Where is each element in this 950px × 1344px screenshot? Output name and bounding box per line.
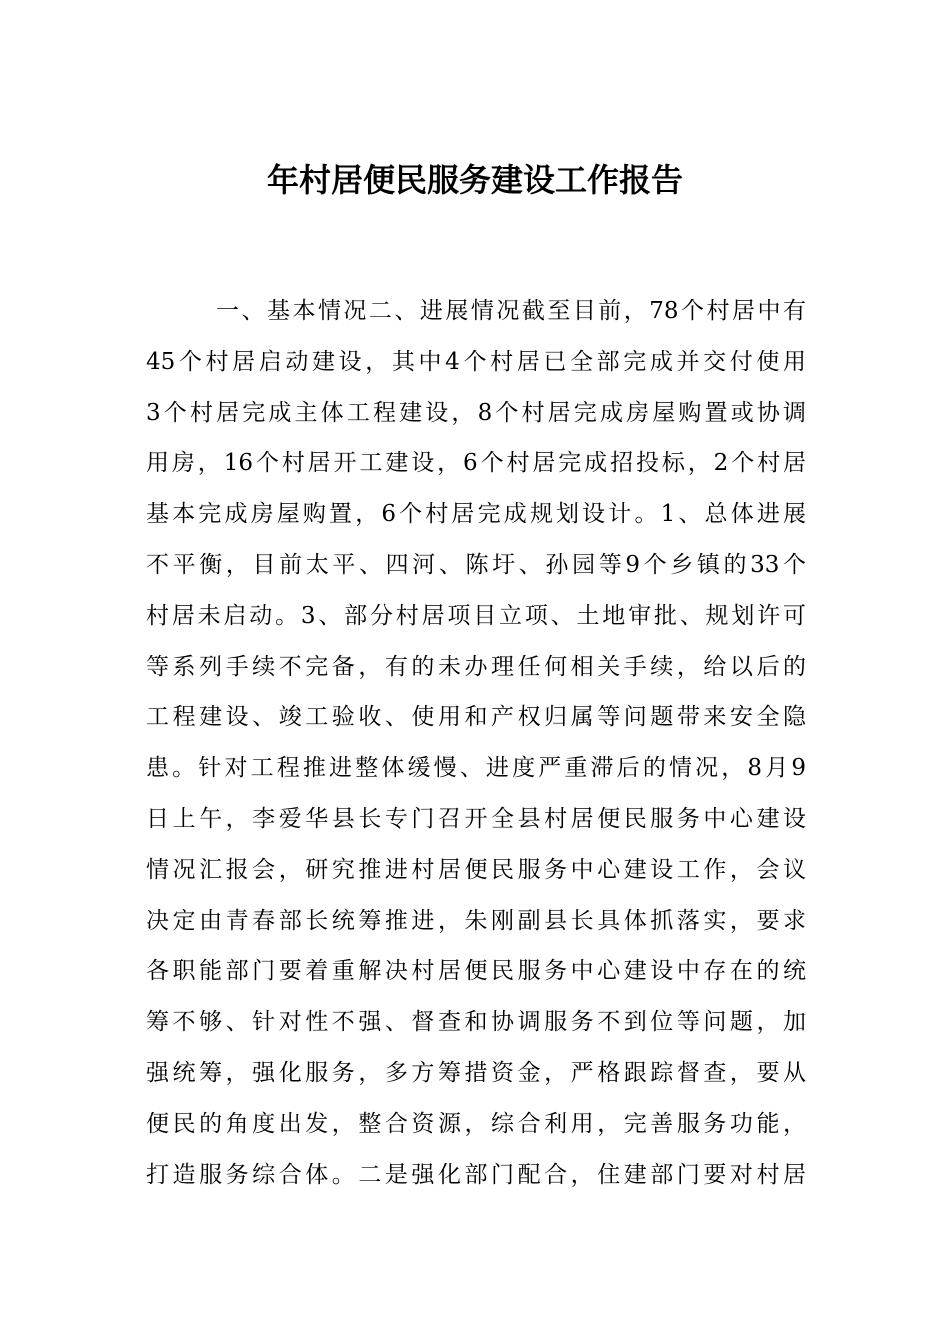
document-title: 年村居便民服务建设工作报告 [266,161,683,199]
body-line: 决定由青春部长统筹推进，朱刚副县长具体抓落实，要求 [146,907,806,934]
body-line: 等系列手续不完备，有的未办理任何相关手续，给以后的 [146,653,806,680]
body-line: 3个村居完成主体工程建设，8个村居完成房屋购置或协调 [146,399,806,426]
body-line: 不平衡，目前太平、四河、陈圩、孙园等9个乡镇的33个 [146,551,806,578]
body-line: 日上午，李爱华县长专门召开全县村居便民服务中心建设 [146,805,806,832]
body-line: 工程建设、竣工验收、使用和产权归属等问题带来安全隐 [146,704,806,731]
body-line: 患。针对工程推进整体缓慢、进度严重滞后的情况，8月9 [146,755,806,782]
body-line: 一、基本情况二、进展情况截至目前，78个村居中有 [216,298,806,324]
body-line: 强统筹，强化服务，多方筹措资金，严格跟踪督查，要从 [146,1059,806,1086]
body-line: 用房，16个村居开工建设，6个村居完成招投标，2个村居 [146,450,806,477]
document-body [146,286,806,1200]
body-line: 村居未启动。3、部分村居项目立项、土地审批、规划许可 [146,602,806,629]
body-line: 45个村居启动建设，其中4个村居已全部完成并交付使用 [146,348,806,375]
body-line: 基本完成房屋购置，6个村居完成规划设计。1、总体进展 [146,501,806,528]
body-line: 情况汇报会，研究推进村居便民服务中心建设工作，会议 [146,856,806,883]
body-line: 打造服务综合体。二是强化部门配合，住建部门要对村居 [146,1161,806,1188]
body-line: 筹不够、针对性不强、督查和协调服务不到位等问题，加 [146,1009,806,1036]
body-line: 各职能部门要着重解决村居便民服务中心建设中存在的统 [146,958,806,985]
body-line: 便民的角度出发，整合资源，综合利用，完善服务功能， [146,1110,806,1137]
